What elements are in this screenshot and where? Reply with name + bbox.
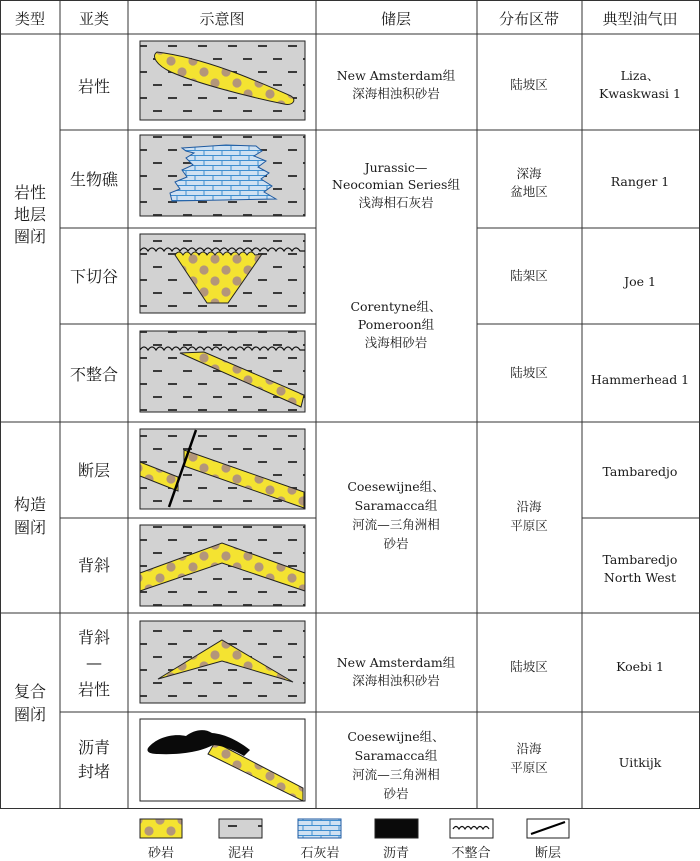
reservoir-text: 砂岩 [383, 536, 409, 551]
diagram-asphalt-seal [140, 719, 305, 801]
type-label: 岩性 [13, 183, 47, 202]
subtype-label: — [86, 653, 102, 672]
diagram-column [140, 41, 305, 801]
subtype-label: 断层 [77, 461, 111, 480]
field-name: Tambaredjo [602, 464, 678, 479]
reservoir-text: 河流—三角洲相 [352, 517, 440, 532]
reservoir-text: 浅海相石灰岩 [358, 195, 434, 210]
header-reservoir: 储层 [380, 10, 412, 28]
subtype-label: 岩性 [77, 680, 111, 699]
reservoir-text: Coesewijne组、 [347, 729, 445, 744]
legend-fault [527, 819, 569, 861]
diagram-lithologic [140, 41, 305, 120]
field-name: Hammerhead 1 [590, 372, 690, 387]
diagram-reef [140, 135, 305, 216]
table-header [15, 10, 678, 28]
type-column [14, 183, 46, 724]
zone-text: 沿海 [516, 499, 542, 514]
diagram-anticline [140, 525, 305, 606]
subtype-label: 背斜 [77, 628, 111, 647]
zone-column [510, 77, 548, 775]
zone-text: 沿海 [516, 741, 542, 756]
legend-label: 泥岩 [227, 846, 255, 861]
header-fields: 典型油气田 [602, 10, 678, 28]
legend-unconformity [450, 819, 493, 861]
header-type: 类型 [14, 10, 46, 28]
reservoir-text: Saramacca组 [354, 498, 438, 513]
diagram-incised-valley [140, 234, 305, 313]
diagram-unconformity [140, 331, 305, 412]
legend-limestone [298, 819, 341, 861]
reservoir-text: Corentyne组、 [350, 299, 442, 314]
legend-label: 断层 [534, 846, 562, 861]
zone-text: 深海 [516, 166, 542, 181]
type-label: 圈闭 [13, 705, 47, 724]
type-label: 复合 [13, 682, 47, 701]
legend-mudstone [219, 819, 262, 861]
reservoir-text: 河流—三角洲相 [352, 767, 440, 782]
reservoir-text: New Amsterdam组 [336, 655, 456, 670]
zone-text: 陆坡区 [510, 659, 548, 674]
field-name: Ranger 1 [610, 174, 670, 189]
zone-text: 平原区 [510, 518, 548, 533]
field-name: Tambaredjo [602, 552, 678, 567]
legend [140, 819, 569, 861]
legend-label: 砂岩 [147, 846, 175, 861]
fields-column [591, 68, 689, 770]
zone-text: 平原区 [510, 760, 548, 775]
subtype-label: 不整合 [69, 365, 119, 384]
field-name: North West [603, 570, 677, 585]
type-label: 圈闭 [13, 518, 47, 537]
legend-label: 不整合 [451, 846, 491, 861]
type-label: 圈闭 [13, 227, 47, 246]
zone-text: 陆坡区 [510, 77, 548, 92]
subtype-label: 下切谷 [69, 267, 119, 286]
reservoir-text: Pomeroon组 [357, 317, 435, 332]
zone-text: 盆地区 [510, 184, 548, 199]
type-label: 构造 [13, 495, 47, 514]
legend-asphalt [375, 819, 418, 861]
subtype-label: 岩性 [77, 77, 111, 96]
field-name: Liza、 [620, 68, 660, 83]
reservoir-text: Neocomian Series组 [332, 177, 460, 192]
diagram-fault [140, 429, 305, 509]
zone-text: 陆坡区 [510, 365, 548, 380]
field-name: Uitkijk [618, 755, 662, 770]
reservoir-text: New Amsterdam组 [336, 68, 456, 83]
reservoir-text: 深海相浊积砂岩 [352, 86, 440, 101]
subtype-label: 背斜 [77, 556, 111, 575]
reservoir-text: 浅海相砂岩 [364, 335, 428, 350]
header-diagram: 示意图 [199, 10, 245, 28]
legend-label: 石灰岩 [300, 846, 340, 861]
reservoir-column [332, 68, 460, 801]
field-name: Koebi 1 [616, 659, 664, 674]
reservoir-text: 砂岩 [383, 786, 409, 801]
legend-sandstone [140, 819, 182, 861]
header-zone: 分布区带 [498, 10, 560, 28]
reservoir-text: 深海相浊积砂岩 [352, 673, 440, 688]
subtype-label: 沥青 [77, 738, 111, 757]
subtype-label: 生物礁 [69, 170, 119, 189]
type-label: 地层 [13, 205, 47, 224]
reservoir-text: Saramacca组 [354, 748, 438, 763]
diagram-anticline-lithologic [140, 621, 305, 703]
legend-label: 沥青 [382, 846, 410, 861]
subtype-label: 封堵 [77, 762, 111, 781]
subtype-column [70, 77, 119, 781]
reservoir-text: Jurassic— [364, 160, 428, 175]
field-name: Kwaskwasi 1 [599, 86, 681, 101]
reservoir-text: Coesewijne组、 [347, 479, 445, 494]
zone-text: 陆架区 [510, 268, 548, 283]
field-name: Joe 1 [624, 274, 656, 289]
header-subtype: 亚类 [78, 10, 110, 28]
